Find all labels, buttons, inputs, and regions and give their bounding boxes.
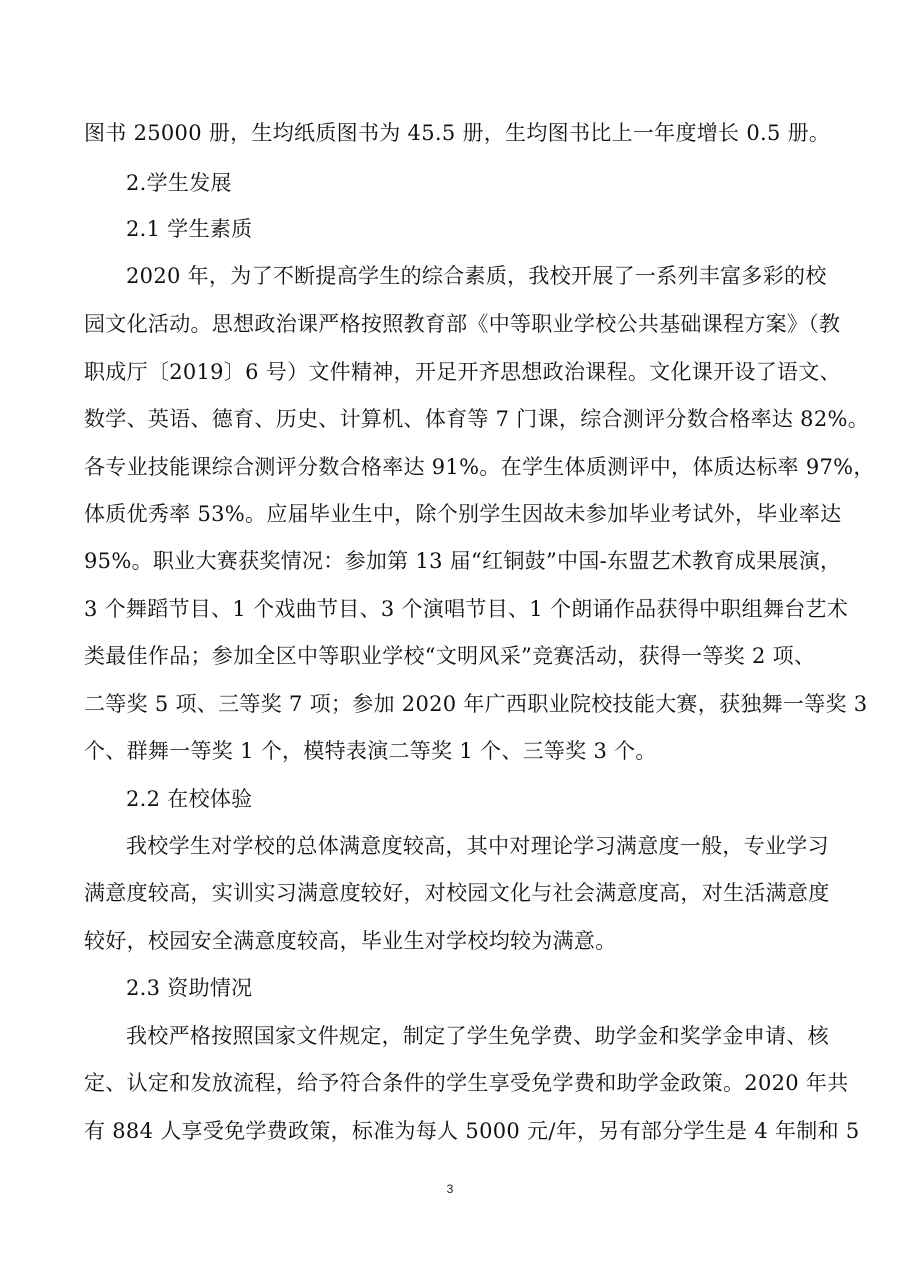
paragraph-line: 图书 25000 册，生均纸质图书为 45.5 册，生均图书比上一年度增长 0.5 册。 xyxy=(84,121,831,145)
subsection-heading: 2.3 资助情况 xyxy=(126,976,253,1000)
paragraph-line: 二等奖 5 项、三等奖 7 项；参加 2020 年广西职业院校技能大赛，获独舞一等奖 3 xyxy=(84,692,868,716)
paragraph-line: 2020 年，为了不断提高学生的综合素质，我校开展了一系列丰富多彩的校 xyxy=(126,264,827,288)
paragraph-line: 满意度较高，实训实习满意度较好，对校园文化与社会满意度高，对生活满意度 xyxy=(84,881,830,905)
paragraph-line: 职成厅〔2019〕6 号）文件精神，开足开齐思想政治课程。文化课开设了语文、 xyxy=(84,360,841,384)
subsection-heading: 2.2 在校体验 xyxy=(126,787,253,811)
paragraph-line: 各专业技能课综合测评分数合格率达 91%。在学生体质测评中，体质达标率 97%， xyxy=(84,455,875,479)
page-number: 3 xyxy=(446,1182,454,1196)
subsection-heading: 2.1 学生素质 xyxy=(126,217,253,241)
paragraph-line: 类最佳作品；参加全区中等职业学校“文明风采”竞赛活动，获得一等奖 2 项、 xyxy=(84,644,816,668)
section-heading: 2.学生发展 xyxy=(126,171,232,195)
paragraph-line: 3 个舞蹈节目、1 个戏曲节目、3 个演唱节目、1 个朗诵作品获得中职组舞台艺术 xyxy=(84,597,849,621)
paragraph-line: 有 884 人享受免学费政策，标准为每人 5000 元/年，另有部分学生是 4 年制和 5 xyxy=(84,1119,860,1143)
paragraph-line: 数学、英语、德育、历史、计算机、体育等 7 门课，综合测评分数合格率达 82%。 xyxy=(84,407,870,431)
paragraph-line: 95%。职业大赛获奖情况：参加第 13 届“红铜鼓”中国-东盟艺术教育成果展演， xyxy=(84,549,842,573)
paragraph-line: 体质优秀率 53%。应届毕业生中，除个别学生因故未参加毕业考试外，毕业率达 xyxy=(84,502,842,526)
paragraph-line: 较好，校园安全满意度较高，毕业生对学校均较为满意。 xyxy=(84,929,617,953)
paragraph-line: 定、认定和发放流程，给予符合条件的学生享受免学费和助学金政策。2020 年共 xyxy=(84,1071,849,1095)
paragraph-line: 我校严格按照国家文件规定，制定了学生免学费、助学金和奖学金申请、核 xyxy=(126,1024,829,1048)
paragraph-line: 我校学生对学校的总体满意度较高，其中对理论学习满意度一般，专业学习 xyxy=(126,834,829,858)
paragraph-line: 个、群舞一等奖 1 个，模特表演二等奖 1 个、三等奖 3 个。 xyxy=(84,739,657,763)
paragraph-line: 园文化活动。思想政治课严格按照教育部《中等职业学校公共基础课程方案》（教 xyxy=(84,312,841,336)
